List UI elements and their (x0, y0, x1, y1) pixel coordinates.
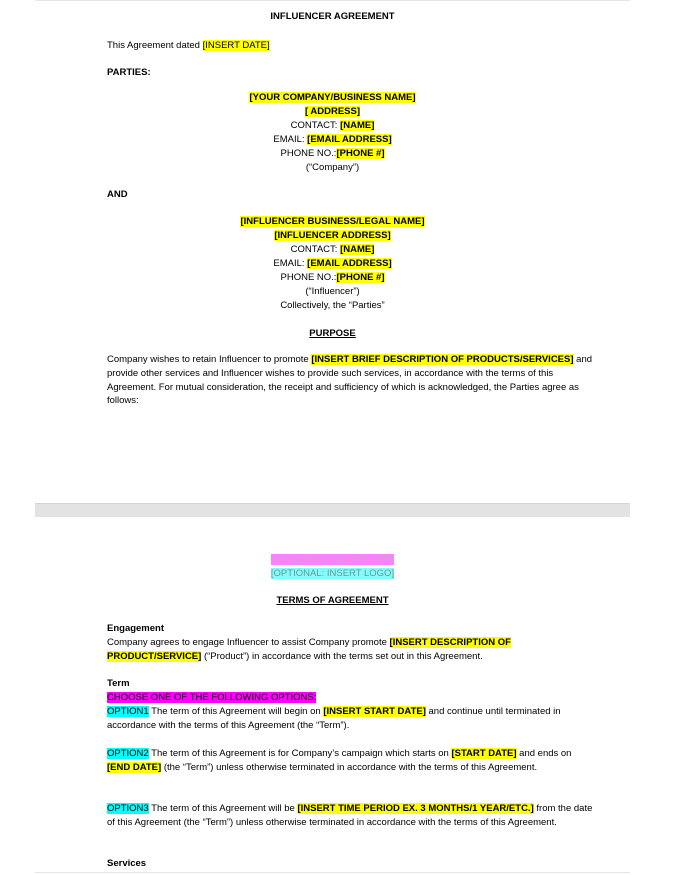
company-phone-line (35, 147, 630, 161)
engagement-placeholder: [INSERT DESCRIPTION OF PRODUCT/SERVICE] (107, 637, 511, 662)
option1-text-start: The term of this Agreement will begin on (148, 706, 324, 717)
company-role: (“Company”) (305, 162, 360, 173)
option2-text-start: The term of this Agreement is for Company’s campaign which starts on (148, 748, 452, 759)
engagement-heading: Engagement (107, 623, 165, 634)
purpose-text-end: and provide other services and Influencer wishes to provide such services, in accordance with the terms of this Agreement. For mutual consideration, the receipt and sufficiency of which is acknowledged, the Parties agree as follows: (107, 354, 593, 407)
phone-label: PHONE NO.: (280, 148, 337, 159)
option1-label: OPTION1 (107, 706, 149, 717)
company-address: [ ADDRESS] (304, 106, 361, 117)
company-phone: [PHONE #] (336, 148, 385, 159)
option3-text-end: from the date of this Agreement (the “Term”) unless otherwise terminated in accordance with the terms of this Agreement. (107, 803, 593, 828)
term-heading: Term (107, 678, 130, 689)
influencer-contact-line (35, 243, 630, 257)
option2-paragraph (107, 747, 597, 775)
contact-label: CONTACT: (290, 120, 341, 131)
company-name-line (35, 91, 630, 105)
purpose-paragraph (107, 353, 597, 408)
option2-label: OPTION2 (107, 748, 149, 759)
option2-text-mid: and ends on (516, 748, 572, 759)
influencer-email-line (35, 257, 630, 271)
option2-end-placeholder: [END DATE] (107, 761, 162, 773)
option1-placeholder: [INSERT START DATE] (323, 706, 426, 717)
influencer-address: [INFLUENCER ADDRESS] (274, 230, 391, 241)
optional-logo-line (35, 567, 630, 581)
purpose-heading: PURPOSE (309, 328, 356, 339)
agreement-date-line (107, 39, 270, 53)
email-label: EMAIL: (273, 258, 308, 269)
option3-text-start: The term of this Agreement will be (148, 803, 298, 814)
choose-option-line (107, 691, 316, 705)
influencer-contact: [NAME] (340, 244, 375, 255)
purpose-text-start: Company wishes to retain Influencer to promote (107, 354, 312, 365)
date-prefix: This Agreement dated (107, 40, 203, 51)
document-page-1 (35, 0, 630, 504)
influencer-phone-line (35, 271, 630, 285)
option3-label: OPTION3 (107, 803, 149, 814)
company-name: [YOUR COMPANY/BUSINESS NAME] (249, 92, 416, 103)
option2-text-end: (the “Term”) unless otherwise terminated in accordance with the terms of this Agreement. (161, 761, 538, 773)
option3-placeholder: [INSERT TIME PERIOD EX. 3 MONTHS/1 YEAR/ETC.] (297, 803, 534, 814)
influencer-phone: [PHONE #] (336, 272, 385, 283)
influencer-name: [INFLUENCER BUSINESS/LEGAL NAME] (240, 216, 425, 227)
email-label: EMAIL: (273, 134, 308, 145)
option1-text-end: and continue until terminated in accordance with the terms of this Agreement (the “Term”). (107, 706, 561, 731)
parties-collective: Collectively, the “Parties” (280, 300, 385, 311)
optional-logo-placeholder: [OPTIONAL: INSERT LOGO] (270, 568, 395, 579)
last-updated: Last updated: July 16th 2021 (271, 554, 394, 565)
option2-start-placeholder: [START DATE] (451, 748, 517, 759)
influencer-address-line (35, 229, 630, 243)
option1-paragraph (107, 705, 597, 733)
date-placeholder: [INSERT DATE] (202, 40, 270, 51)
services-heading: Services (107, 858, 147, 869)
agreement-title: INFLUENCER AGREEMENT (270, 11, 395, 22)
influencer-name-line (35, 215, 630, 229)
company-email-line (35, 133, 630, 147)
document-page-2 (35, 517, 630, 873)
page-break (35, 503, 630, 518)
company-address-line (35, 105, 630, 119)
influencer-role: (“Influencer”) (305, 286, 360, 297)
company-contact-line (35, 119, 630, 133)
phone-label: PHONE NO.: (280, 272, 337, 283)
parties-heading: PARTIES: (107, 67, 151, 78)
company-email: [EMAIL ADDRESS] (307, 134, 392, 145)
and-label: AND (107, 189, 128, 200)
engagement-paragraph (107, 636, 597, 664)
purpose-placeholder: [INSERT BRIEF DESCRIPTION OF PRODUCTS/SERVICES] (311, 354, 574, 365)
terms-heading: TERMS OF AGREEMENT (276, 595, 389, 606)
influencer-email: [EMAIL ADDRESS] (307, 258, 392, 269)
company-contact: [NAME] (340, 120, 375, 131)
option3-paragraph (107, 802, 597, 830)
choose-option: CHOOSE ONE OF THE FOLLOWING OPTIONS: (107, 692, 317, 703)
contact-label: CONTACT: (290, 244, 341, 255)
engagement-text-start: Company agrees to engage Influencer to assist Company promote (107, 637, 390, 648)
engagement-text-end: (“Product”) in accordance with the terms set out in this Agreement. (201, 650, 483, 662)
last-updated-line (35, 553, 630, 567)
